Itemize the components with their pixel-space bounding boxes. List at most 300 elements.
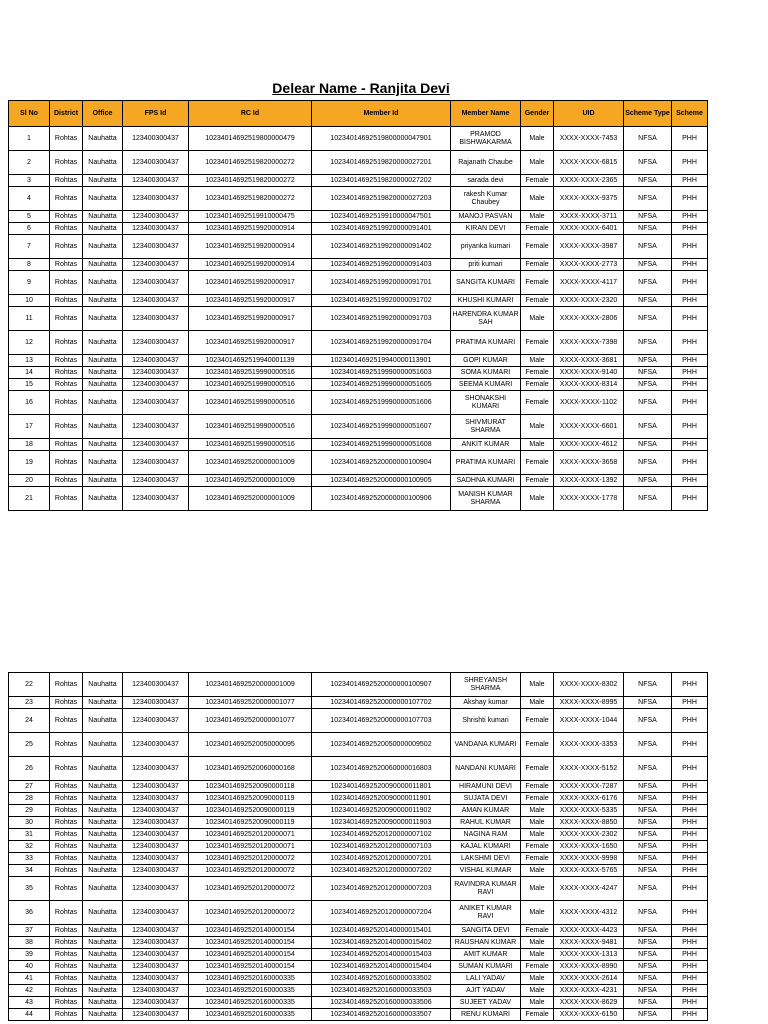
- table-cell: Male: [521, 877, 554, 901]
- table-cell: Nauhatta: [83, 331, 123, 355]
- table-cell: 10234014692520140000154: [189, 949, 312, 961]
- table-cell: KAJAL KUMARI: [451, 841, 521, 853]
- table-cell: XXXX-XXXX-9998: [554, 853, 624, 865]
- column-header: District: [50, 101, 83, 127]
- table-cell: NFSA: [624, 295, 672, 307]
- table-cell: 10234014692519920000914: [189, 259, 312, 271]
- table-cell: sarada devi: [451, 175, 521, 187]
- table-cell: NFSA: [624, 439, 672, 451]
- table-cell: Nauhatta: [83, 175, 123, 187]
- table-cell: Female: [521, 367, 554, 379]
- table-cell: Rohtas: [50, 211, 83, 223]
- table-cell: Nauhatta: [83, 841, 123, 853]
- table-cell: Nauhatta: [83, 901, 123, 925]
- table-cell: Nauhatta: [83, 817, 123, 829]
- table-row: [9, 439, 708, 451]
- table-cell: 10234014692519990000051607: [312, 415, 451, 439]
- table-cell: PRATIMA KUMARI: [451, 451, 521, 475]
- table-cell: Rohtas: [50, 925, 83, 937]
- table-cell: 12: [9, 331, 50, 355]
- table-cell: LALI YADAV: [451, 973, 521, 985]
- table-cell: XXXX-XXXX-6401: [554, 223, 624, 235]
- table-row: [9, 925, 708, 937]
- table-cell: Nauhatta: [83, 307, 123, 331]
- table-row: [9, 709, 708, 733]
- table-cell: XXXX-XXXX-1044: [554, 709, 624, 733]
- table-cell: 10234014692520060000168: [189, 757, 312, 781]
- table-cell: PHH: [672, 925, 708, 937]
- table-cell: 123400300437: [123, 355, 189, 367]
- member-table-page-1: [8, 100, 708, 511]
- table-cell: 123400300437: [123, 853, 189, 865]
- table-cell: PHH: [672, 793, 708, 805]
- table-cell: Rohtas: [50, 415, 83, 439]
- table-cell: NFSA: [624, 817, 672, 829]
- table-cell: Nauhatta: [83, 781, 123, 793]
- table-row: [9, 865, 708, 877]
- table-cell: 123400300437: [123, 925, 189, 937]
- table-row: [9, 475, 708, 487]
- table-cell: 10234014692520000001077: [189, 709, 312, 733]
- table-cell: Nauhatta: [83, 367, 123, 379]
- table-cell: 33: [9, 853, 50, 865]
- table-cell: 40: [9, 961, 50, 973]
- table-row: [9, 175, 708, 187]
- table-cell: 10234014692520120000071: [189, 841, 312, 853]
- table-cell: Nauhatta: [83, 439, 123, 451]
- table-body-page-2: [9, 673, 708, 1021]
- table-cell: SEEMA KUMARI: [451, 379, 521, 391]
- table-row: [9, 841, 708, 853]
- table-cell: NFSA: [624, 307, 672, 331]
- table-cell: SANGITA KUMARI: [451, 271, 521, 295]
- table-cell: XXXX-XXXX-8990: [554, 961, 624, 973]
- table-cell: NFSA: [624, 475, 672, 487]
- table-cell: 10234014692520120000072: [189, 865, 312, 877]
- table-cell: 123400300437: [123, 475, 189, 487]
- table-cell: KIRAN DEVI: [451, 223, 521, 235]
- table-cell: NFSA: [624, 805, 672, 817]
- table-cell: NFSA: [624, 271, 672, 295]
- table-cell: PHH: [672, 1009, 708, 1021]
- table-cell: XXXX-XXXX-7398: [554, 331, 624, 355]
- table-cell: Female: [521, 961, 554, 973]
- table-cell: XXXX-XXXX-9140: [554, 367, 624, 379]
- table-row: [9, 949, 708, 961]
- table-cell: Rohtas: [50, 877, 83, 901]
- table-cell: Rohtas: [50, 997, 83, 1009]
- table-cell: XXXX-XXXX-1102: [554, 391, 624, 415]
- table-row: [9, 961, 708, 973]
- table-cell: 39: [9, 949, 50, 961]
- table-cell: XXXX-XXXX-1313: [554, 949, 624, 961]
- table-cell: XXXX-XXXX-5765: [554, 865, 624, 877]
- table-cell: Nauhatta: [83, 673, 123, 697]
- table-cell: PHH: [672, 271, 708, 295]
- table-cell: PHH: [672, 259, 708, 271]
- table-cell: 123400300437: [123, 223, 189, 235]
- table-cell: PHH: [672, 949, 708, 961]
- table-cell: Male: [521, 211, 554, 223]
- table-cell: 19: [9, 451, 50, 475]
- table-cell: MANISH KUMAR SHARMA: [451, 487, 521, 511]
- table-cell: Nauhatta: [83, 187, 123, 211]
- table-cell: XXXX-XXXX-3711: [554, 211, 624, 223]
- table-cell: 10234014692520000000107703: [312, 709, 451, 733]
- table-row: [9, 1009, 708, 1021]
- table-cell: 10234014692519990000516: [189, 367, 312, 379]
- table-row: [9, 829, 708, 841]
- table-cell: 10234014692519920000917: [189, 331, 312, 355]
- table-cell: 26: [9, 757, 50, 781]
- table-cell: PHH: [672, 997, 708, 1009]
- table-cell: HIRAMUNI DEVI: [451, 781, 521, 793]
- table-cell: Akshay kumar: [451, 697, 521, 709]
- table-cell: NFSA: [624, 127, 672, 151]
- table-cell: SUJEET YADAV: [451, 997, 521, 1009]
- column-header: UID: [554, 101, 624, 127]
- table-row: [9, 673, 708, 697]
- table-cell: 10234014692520000000100904: [312, 451, 451, 475]
- table-cell: 38: [9, 937, 50, 949]
- table-cell: 10234014692520120000007204: [312, 901, 451, 925]
- table-cell: 15: [9, 379, 50, 391]
- table-cell: XXXX-XXXX-2773: [554, 259, 624, 271]
- table-cell: 10234014692519920000091703: [312, 307, 451, 331]
- table-cell: 10234014692519990000516: [189, 415, 312, 439]
- table-row: [9, 295, 708, 307]
- table-cell: SUMAN KUMARI: [451, 961, 521, 973]
- table-row: [9, 331, 708, 355]
- member-table-page-2: [8, 672, 708, 1021]
- table-cell: Nauhatta: [83, 997, 123, 1009]
- table-cell: 123400300437: [123, 937, 189, 949]
- table-cell: 10234014692520000001009: [189, 673, 312, 697]
- table-cell: XXXX-XXXX-9375: [554, 187, 624, 211]
- table-row: [9, 355, 708, 367]
- table-cell: XXXX-XXXX-3353: [554, 733, 624, 757]
- table-cell: Female: [521, 331, 554, 355]
- table-cell: XXXX-XXXX-2614: [554, 973, 624, 985]
- table-cell: 10234014692520000000100905: [312, 475, 451, 487]
- table-cell: 10234014692519820000272: [189, 151, 312, 175]
- table-row: [9, 985, 708, 997]
- table-cell: 13: [9, 355, 50, 367]
- table-cell: Female: [521, 781, 554, 793]
- table-cell: 24: [9, 709, 50, 733]
- table-cell: Rohtas: [50, 673, 83, 697]
- table-cell: Female: [521, 853, 554, 865]
- table-cell: 123400300437: [123, 271, 189, 295]
- table-cell: 10234014692520000001077: [189, 697, 312, 709]
- table-cell: SANGITA DEVI: [451, 925, 521, 937]
- table-cell: NAGINA RAM: [451, 829, 521, 841]
- table-cell: Rohtas: [50, 973, 83, 985]
- table-cell: 10234014692519920000917: [189, 295, 312, 307]
- table-cell: 10234014692519920000917: [189, 307, 312, 331]
- table-cell: Male: [521, 949, 554, 961]
- table-cell: NFSA: [624, 901, 672, 925]
- table-cell: 36: [9, 901, 50, 925]
- column-header: Office: [83, 101, 123, 127]
- table-cell: 10234014692519990000051606: [312, 391, 451, 415]
- table-cell: Rohtas: [50, 355, 83, 367]
- table-cell: Rohtas: [50, 475, 83, 487]
- table-cell: 29: [9, 805, 50, 817]
- table-cell: Rohtas: [50, 697, 83, 709]
- table-cell: 3: [9, 175, 50, 187]
- table-cell: PHH: [672, 853, 708, 865]
- table-cell: Nauhatta: [83, 127, 123, 151]
- table-cell: XXXX-XXXX-2302: [554, 829, 624, 841]
- table-cell: Rohtas: [50, 223, 83, 235]
- table-cell: 14: [9, 367, 50, 379]
- table-cell: 123400300437: [123, 307, 189, 331]
- table-cell: Male: [521, 439, 554, 451]
- table-cell: Rohtas: [50, 781, 83, 793]
- table-cell: Nauhatta: [83, 451, 123, 475]
- table-cell: PHH: [672, 985, 708, 997]
- table-cell: 41: [9, 973, 50, 985]
- table-cell: Female: [521, 925, 554, 937]
- table-cell: PHH: [672, 331, 708, 355]
- table-cell: PHH: [672, 697, 708, 709]
- table-cell: LAKSHMI DEVI: [451, 853, 521, 865]
- table-cell: Rohtas: [50, 793, 83, 805]
- table-cell: 10234014692520160000033507: [312, 1009, 451, 1021]
- table-cell: 10234014692520120000072: [189, 877, 312, 901]
- table-cell: 10234014692519910000475: [189, 211, 312, 223]
- table-cell: XXXX-XXXX-4231: [554, 985, 624, 997]
- table-cell: PHH: [672, 475, 708, 487]
- table-cell: XXXX-XXXX-6601: [554, 415, 624, 439]
- table-cell: Female: [521, 271, 554, 295]
- table-cell: XXXX-XXXX-3681: [554, 355, 624, 367]
- table-cell: Rohtas: [50, 961, 83, 973]
- table-cell: Rohtas: [50, 187, 83, 211]
- table-cell: 10234014692520090000011901: [312, 793, 451, 805]
- table-cell: PHH: [672, 379, 708, 391]
- table-cell: 43: [9, 997, 50, 1009]
- table-cell: Female: [521, 1009, 554, 1021]
- table-cell: Male: [521, 829, 554, 841]
- table-cell: rakesh Kumar Chaubey: [451, 187, 521, 211]
- table-row: [9, 937, 708, 949]
- table-cell: 123400300437: [123, 235, 189, 259]
- table-cell: Male: [521, 415, 554, 439]
- table-cell: PHH: [672, 973, 708, 985]
- table-cell: SUJATA DEVI: [451, 793, 521, 805]
- table-cell: SADHNA KUMARI: [451, 475, 521, 487]
- table-cell: VANDANA KUMARI: [451, 733, 521, 757]
- table-cell: NFSA: [624, 733, 672, 757]
- table-cell: 10234014692520120000072: [189, 853, 312, 865]
- table-row: [9, 451, 708, 475]
- table-cell: 123400300437: [123, 451, 189, 475]
- table-cell: 25: [9, 733, 50, 757]
- table-cell: NFSA: [624, 757, 672, 781]
- table-cell: 123400300437: [123, 793, 189, 805]
- table-cell: XXXX-XXXX-6176: [554, 793, 624, 805]
- table-cell: 10234014692520050000095: [189, 733, 312, 757]
- table-cell: PHH: [672, 391, 708, 415]
- table-cell: 34: [9, 865, 50, 877]
- table-row: [9, 259, 708, 271]
- table-cell: 123400300437: [123, 781, 189, 793]
- table-cell: 10234014692520140000015403: [312, 949, 451, 961]
- table-cell: NFSA: [624, 985, 672, 997]
- table-cell: PHH: [672, 175, 708, 187]
- table-row: [9, 793, 708, 805]
- table-cell: KHUSHI KUMARI: [451, 295, 521, 307]
- table-cell: 10234014692519920000091701: [312, 271, 451, 295]
- table-cell: Male: [521, 937, 554, 949]
- table-cell: 4: [9, 187, 50, 211]
- table-row: [9, 367, 708, 379]
- table-cell: Nauhatta: [83, 295, 123, 307]
- dealer-title: [0, 80, 722, 96]
- table-cell: Nauhatta: [83, 223, 123, 235]
- table-row: [9, 733, 708, 757]
- table-cell: NFSA: [624, 379, 672, 391]
- table-cell: 42: [9, 985, 50, 997]
- table-cell: Rohtas: [50, 805, 83, 817]
- table-cell: PHH: [672, 841, 708, 853]
- table-cell: Nauhatta: [83, 259, 123, 271]
- table-row: [9, 187, 708, 211]
- table-cell: 10234014692519920000091704: [312, 331, 451, 355]
- table-cell: SHIVMURAT SHARMA: [451, 415, 521, 439]
- table-cell: SHONAKSHI KUMARI: [451, 391, 521, 415]
- table-cell: PHH: [672, 865, 708, 877]
- table-row: [9, 805, 708, 817]
- table-cell: 123400300437: [123, 151, 189, 175]
- table-cell: priti kumari: [451, 259, 521, 271]
- table-cell: MANOJ PASVAN: [451, 211, 521, 223]
- table-cell: Female: [521, 733, 554, 757]
- table-cell: NFSA: [624, 877, 672, 901]
- table-cell: Nauhatta: [83, 235, 123, 259]
- table-cell: 32: [9, 841, 50, 853]
- table-cell: 10234014692520000000107702: [312, 697, 451, 709]
- table-cell: Nauhatta: [83, 271, 123, 295]
- table-cell: 10234014692520140000154: [189, 961, 312, 973]
- table-cell: AMIT KUMAR: [451, 949, 521, 961]
- table-cell: 123400300437: [123, 487, 189, 511]
- table-cell: 8: [9, 259, 50, 271]
- table-cell: NFSA: [624, 355, 672, 367]
- table-cell: Nauhatta: [83, 391, 123, 415]
- table-row: [9, 271, 708, 295]
- table-cell: 123400300437: [123, 187, 189, 211]
- table-cell: NFSA: [624, 925, 672, 937]
- table-cell: 123400300437: [123, 805, 189, 817]
- table-cell: XXXX-XXXX-4247: [554, 877, 624, 901]
- table-cell: XXXX-XXXX-8629: [554, 997, 624, 1009]
- table-cell: 123400300437: [123, 997, 189, 1009]
- table-cell: Male: [521, 805, 554, 817]
- column-header: Scheme: [672, 101, 708, 127]
- table-cell: 10234014692519800000479: [189, 127, 312, 151]
- table-cell: Nauhatta: [83, 1009, 123, 1021]
- table-cell: 10234014692519990000051605: [312, 379, 451, 391]
- table-cell: 123400300437: [123, 175, 189, 187]
- table-cell: Male: [521, 487, 554, 511]
- table-cell: Female: [521, 223, 554, 235]
- table-cell: NFSA: [624, 997, 672, 1009]
- table-cell: Nauhatta: [83, 379, 123, 391]
- table-cell: RAVINDRA KUMAR RAVI: [451, 877, 521, 901]
- table-cell: Rohtas: [50, 175, 83, 187]
- table-cell: Rohtas: [50, 127, 83, 151]
- table-cell: Nauhatta: [83, 877, 123, 901]
- table-cell: PHH: [672, 187, 708, 211]
- column-header: FPS Id: [123, 101, 189, 127]
- table-cell: 10234014692520120000007203: [312, 877, 451, 901]
- table-cell: 22: [9, 673, 50, 697]
- table-cell: 10234014692519920000091402: [312, 235, 451, 259]
- table-cell: Male: [521, 697, 554, 709]
- column-header: Member Name: [451, 101, 521, 127]
- table-cell: NFSA: [624, 187, 672, 211]
- table-cell: 9: [9, 271, 50, 295]
- table-cell: 10234014692519820000027201: [312, 151, 451, 175]
- table-cell: 37: [9, 925, 50, 937]
- table-cell: Rohtas: [50, 487, 83, 511]
- table-cell: 30: [9, 817, 50, 829]
- table-cell: PHH: [672, 901, 708, 925]
- table-cell: 31: [9, 829, 50, 841]
- table-cell: Nauhatta: [83, 211, 123, 223]
- table-cell: Rohtas: [50, 259, 83, 271]
- table-cell: Rohtas: [50, 949, 83, 961]
- table-cell: 123400300437: [123, 697, 189, 709]
- table-cell: 123400300437: [123, 841, 189, 853]
- table-row: [9, 151, 708, 175]
- table-cell: 10234014692519920000914: [189, 235, 312, 259]
- table-cell: 10234014692520060000016803: [312, 757, 451, 781]
- table-cell: Nauhatta: [83, 853, 123, 865]
- table-cell: 17: [9, 415, 50, 439]
- table-cell: XXXX-XXXX-8995: [554, 697, 624, 709]
- table-cell: 123400300437: [123, 127, 189, 151]
- table-cell: NFSA: [624, 487, 672, 511]
- table-cell: Nauhatta: [83, 829, 123, 841]
- table-cell: XXXX-XXXX-5152: [554, 757, 624, 781]
- table-cell: Nauhatta: [83, 925, 123, 937]
- table-cell: Male: [521, 901, 554, 925]
- table-cell: 7: [9, 235, 50, 259]
- table-row: [9, 235, 708, 259]
- table-cell: Rohtas: [50, 235, 83, 259]
- table-cell: 123400300437: [123, 733, 189, 757]
- table-cell: XXXX-XXXX-7287: [554, 781, 624, 793]
- table-cell: Nauhatta: [83, 697, 123, 709]
- table-cell: NFSA: [624, 223, 672, 235]
- table-cell: Rohtas: [50, 391, 83, 415]
- table-cell: 6: [9, 223, 50, 235]
- table-cell: 10234014692520000000100907: [312, 673, 451, 697]
- table-cell: NANDANI KUMARI: [451, 757, 521, 781]
- table-cell: PHH: [672, 757, 708, 781]
- table-cell: 10234014692520160000335: [189, 985, 312, 997]
- table-cell: 123400300437: [123, 1009, 189, 1021]
- table-cell: XXXX-XXXX-4423: [554, 925, 624, 937]
- table-cell: 10234014692520000001009: [189, 451, 312, 475]
- table-cell: PHH: [672, 211, 708, 223]
- table-cell: Shrishti kumari: [451, 709, 521, 733]
- table-cell: PHH: [672, 355, 708, 367]
